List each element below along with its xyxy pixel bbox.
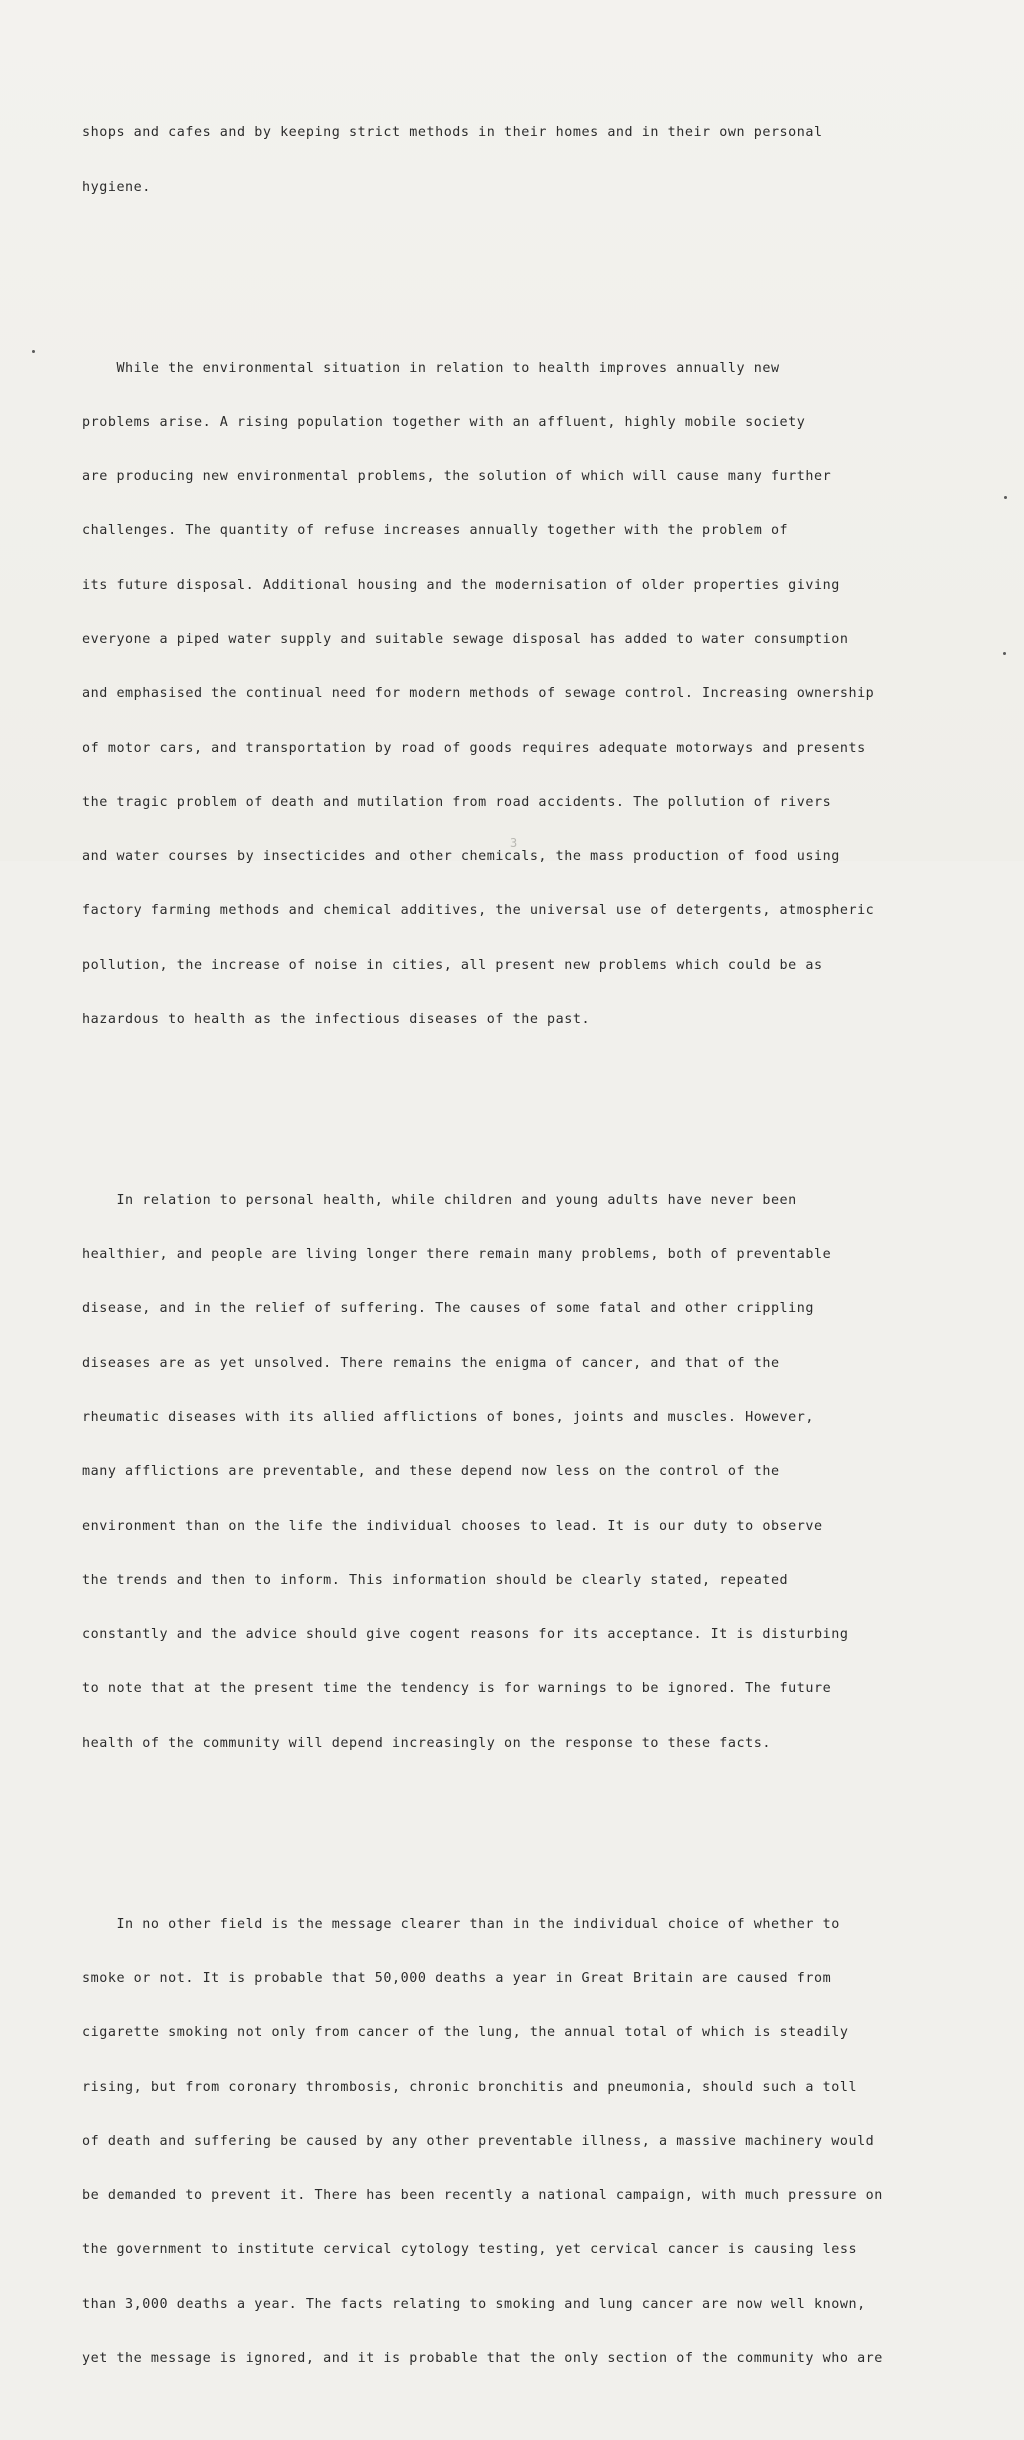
paragraph-1 bbox=[82, 88, 982, 233]
text-line: health of the community will depend increasingly on the response to these facts. bbox=[82, 1735, 771, 1751]
text-line: and water courses by insecticides and other chemicals, the mass production of food using bbox=[82, 849, 840, 865]
text-line: constantly and the advice should give cogent reasons for its acceptance. It is disturbing bbox=[82, 1627, 849, 1643]
text-line: problems arise. A rising population together with an affluent, highly mobile society bbox=[82, 414, 806, 430]
margin-mark bbox=[32, 350, 35, 353]
text-line: healthier, and people are living longer there remain many problems, both of preventable bbox=[82, 1247, 832, 1263]
text-line: disease, and in the relief of suffering. The causes of some fatal and other crippling bbox=[82, 1301, 815, 1317]
text-line: While the environmental situation in relation to health improves annually new bbox=[82, 360, 780, 376]
text-line: yet the message is ignored, and it is probable that the only section of the community who are bbox=[82, 2350, 883, 2366]
text-line: hazardous to health as the infectious diseases of the past. bbox=[82, 1011, 591, 1027]
text-line: the trends and then to inform. This information should be clearly stated, repeated bbox=[82, 1572, 789, 1588]
page-number: 3 bbox=[510, 836, 518, 850]
text-line: In no other field is the message clearer than in the individual choice of whether to bbox=[82, 1916, 840, 1932]
text-line: factory farming methods and chemical additives, the universal use of detergents, atmospheric bbox=[82, 903, 875, 919]
text-line: and emphasised the continual need for modern methods of sewage control. Increasing ownership bbox=[82, 686, 875, 702]
text-line: than 3,000 deaths a year. The facts relating to smoking and lung cancer are now well known, bbox=[82, 2296, 866, 2312]
text-line: rheumatic diseases with its allied afflictions of bones, joints and muscles. However, bbox=[82, 1410, 815, 1426]
text-line: pollution, the increase of noise in cities, all present new problems which could be as bbox=[82, 957, 823, 973]
text-line: In relation to personal health, while children and young adults have never been bbox=[82, 1192, 797, 1208]
paragraph-2 bbox=[82, 323, 982, 1065]
text-line: are producing new environmental problems, the solution of which will cause many further bbox=[82, 469, 832, 485]
text-line: the government to institute cervical cytology testing, yet cervical cancer is causing less bbox=[82, 2242, 858, 2258]
text-line: cigarette smoking not only from cancer of the lung, the annual total of which is steadily bbox=[82, 2025, 849, 2041]
margin-mark bbox=[1004, 496, 1007, 499]
text-line: rising, but from coronary thrombosis, chronic bronchitis and pneumonia, should such a toll bbox=[82, 2079, 858, 2095]
text-line: its future disposal. Additional housing and the modernisation of older properties giving bbox=[82, 577, 840, 593]
text-line: hygiene. bbox=[82, 179, 151, 195]
text-line: diseases are as yet unsolved. There remains the enigma of cancer, and that of the bbox=[82, 1355, 780, 1371]
paragraph-3 bbox=[82, 1156, 982, 1789]
text-line: environment than on the life the individual chooses to lead. It is our duty to observe bbox=[82, 1518, 823, 1534]
text-line: smoke or not. It is probable that 50,000 deaths a year in Great Britain are caused from bbox=[82, 1970, 832, 1986]
text-line: many afflictions are preventable, and these depend now less on the control of the bbox=[82, 1464, 780, 1480]
text-line: everyone a piped water supply and suitable sewage disposal has added to water consumption bbox=[82, 632, 849, 647]
text-line: challenges. The quantity of refuse increases annually together with the problem of bbox=[82, 523, 789, 539]
text-line: of death and suffering be caused by any other preventable illness, a massive machinery would bbox=[82, 2133, 875, 2149]
text-line: be demanded to prevent it. There has been recently a national campaign, with much pressure on bbox=[82, 2188, 883, 2204]
text-line: the tragic problem of death and mutilation from road accidents. The pollution of rivers bbox=[82, 794, 832, 810]
margin-mark bbox=[1003, 652, 1006, 655]
paragraph-4 bbox=[82, 1879, 982, 2404]
document-body bbox=[82, 52, 982, 2440]
text-line: of motor cars, and transportation by road of goods requires adequate motorways and presents bbox=[82, 740, 866, 756]
text-line: shops and cafes and by keeping strict methods in their homes and in their own personal bbox=[82, 125, 823, 141]
text-line: to note that at the present time the tendency is for warnings to be ignored. The future bbox=[82, 1681, 832, 1697]
